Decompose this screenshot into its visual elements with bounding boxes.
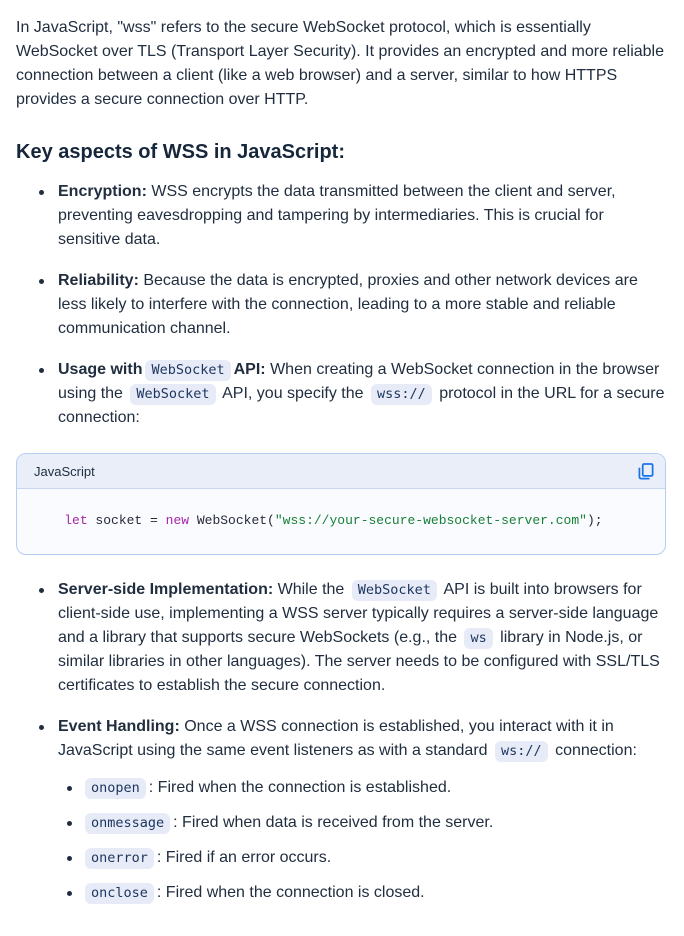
text-run: When creating a WebSocket connection in the browser using the [58,361,660,402]
text-run: : Fired when the connection is established. [148,779,452,796]
bold-label: Event Handling: [58,718,180,735]
text-run: : Fired when the connection is closed. [156,884,425,901]
code-token-plain: ); [586,513,603,528]
event-handlers-list [58,776,666,905]
nested-list-item [82,846,666,870]
text-run: : Fired when data is received from the server. [173,814,494,831]
key-aspects-list [16,180,666,430]
inline-code-chip: onerror [85,848,154,869]
text-run: library in Node.js, or similar libraries in other languages). The server needs to be configured with SSL/TLS certificates to establish the secure connection. [58,629,660,694]
copy-icon [636,462,655,481]
code-block [16,453,666,555]
list-item [58,715,666,905]
code-token-keyword: let [64,513,88,528]
text-run: connection: [550,742,637,759]
text-run: protocol in the URL for a secure connection: [58,385,665,426]
list-item [58,180,666,252]
inline-code-chip: WebSocket [145,360,230,381]
text-run: Once a WSS connection is established, you interact with it in JavaScript using the same event listeners as with a standard [58,718,614,759]
inline-code-chip: onopen [85,778,146,799]
code-token-plain: socket = [87,513,166,528]
text-run: WSS encrypts the data transmitted between the client and server, preventing eavesdropping and tampering by intermediaries. This is crucial for sensitive data. [58,183,616,248]
nested-list-item [82,811,666,835]
list-item [58,358,666,430]
section-heading: Key aspects of WSS in JavaScript: [16,141,346,163]
inline-code-chip: wss:// [371,384,432,405]
text-run: While the [273,581,349,598]
inline-code-chip: WebSocket [130,384,215,405]
inline-code-chip: WebSocket [352,580,437,601]
code-token-keyword: new [165,513,190,528]
code-content [17,489,665,554]
code-line [33,513,603,528]
text-run: API, you specify the [218,385,368,402]
nested-list-item [82,881,666,905]
code-block-header [17,454,665,489]
bold-label: Usage with [58,361,143,378]
inline-code-chip: onmessage [85,813,170,834]
code-token-plain [33,513,64,528]
text-run: API is built into browsers for client-side use, implementing a WSS server typically requires a server-side language and a library that supports secure WebSockets (e.g., the [58,581,659,646]
inline-code-chip: ws:// [495,741,548,762]
list-item [58,578,666,698]
inline-code-chip: ws [464,628,492,649]
copy-code-button[interactable] [634,460,657,483]
code-language-label: JavaScript [34,463,95,479]
details-list [16,578,666,905]
text-run: Because the data is encrypted, proxies and other network devices are less likely to interfere with the connection, leading to a more stable and reliable communication channel. [58,272,638,337]
intro-paragraph: In JavaScript, "wss" refers to the secure WebSocket protocol, which is essentially WebSocket over TLS (Transport Layer Security). It provides an encrypted and more reliable connection between a client (like a web browser) and a server, similar to how HTTPS provides a secure connection over HTTP. [16,19,665,108]
text-run: : Fired if an error occurs. [156,849,332,866]
code-token-plain: WebSocket( [189,513,275,528]
bold-label: Encryption: [58,183,147,200]
bold-label: Server-side Implementation: [58,581,274,598]
nested-list-item [82,776,666,800]
bold-label: Reliability: [58,272,139,289]
list-item [58,269,666,341]
bold-label: API: [233,361,266,378]
inline-code-chip: onclose [85,883,154,904]
code-token-string: "wss://your-secure-websocket-server.com" [274,513,587,528]
